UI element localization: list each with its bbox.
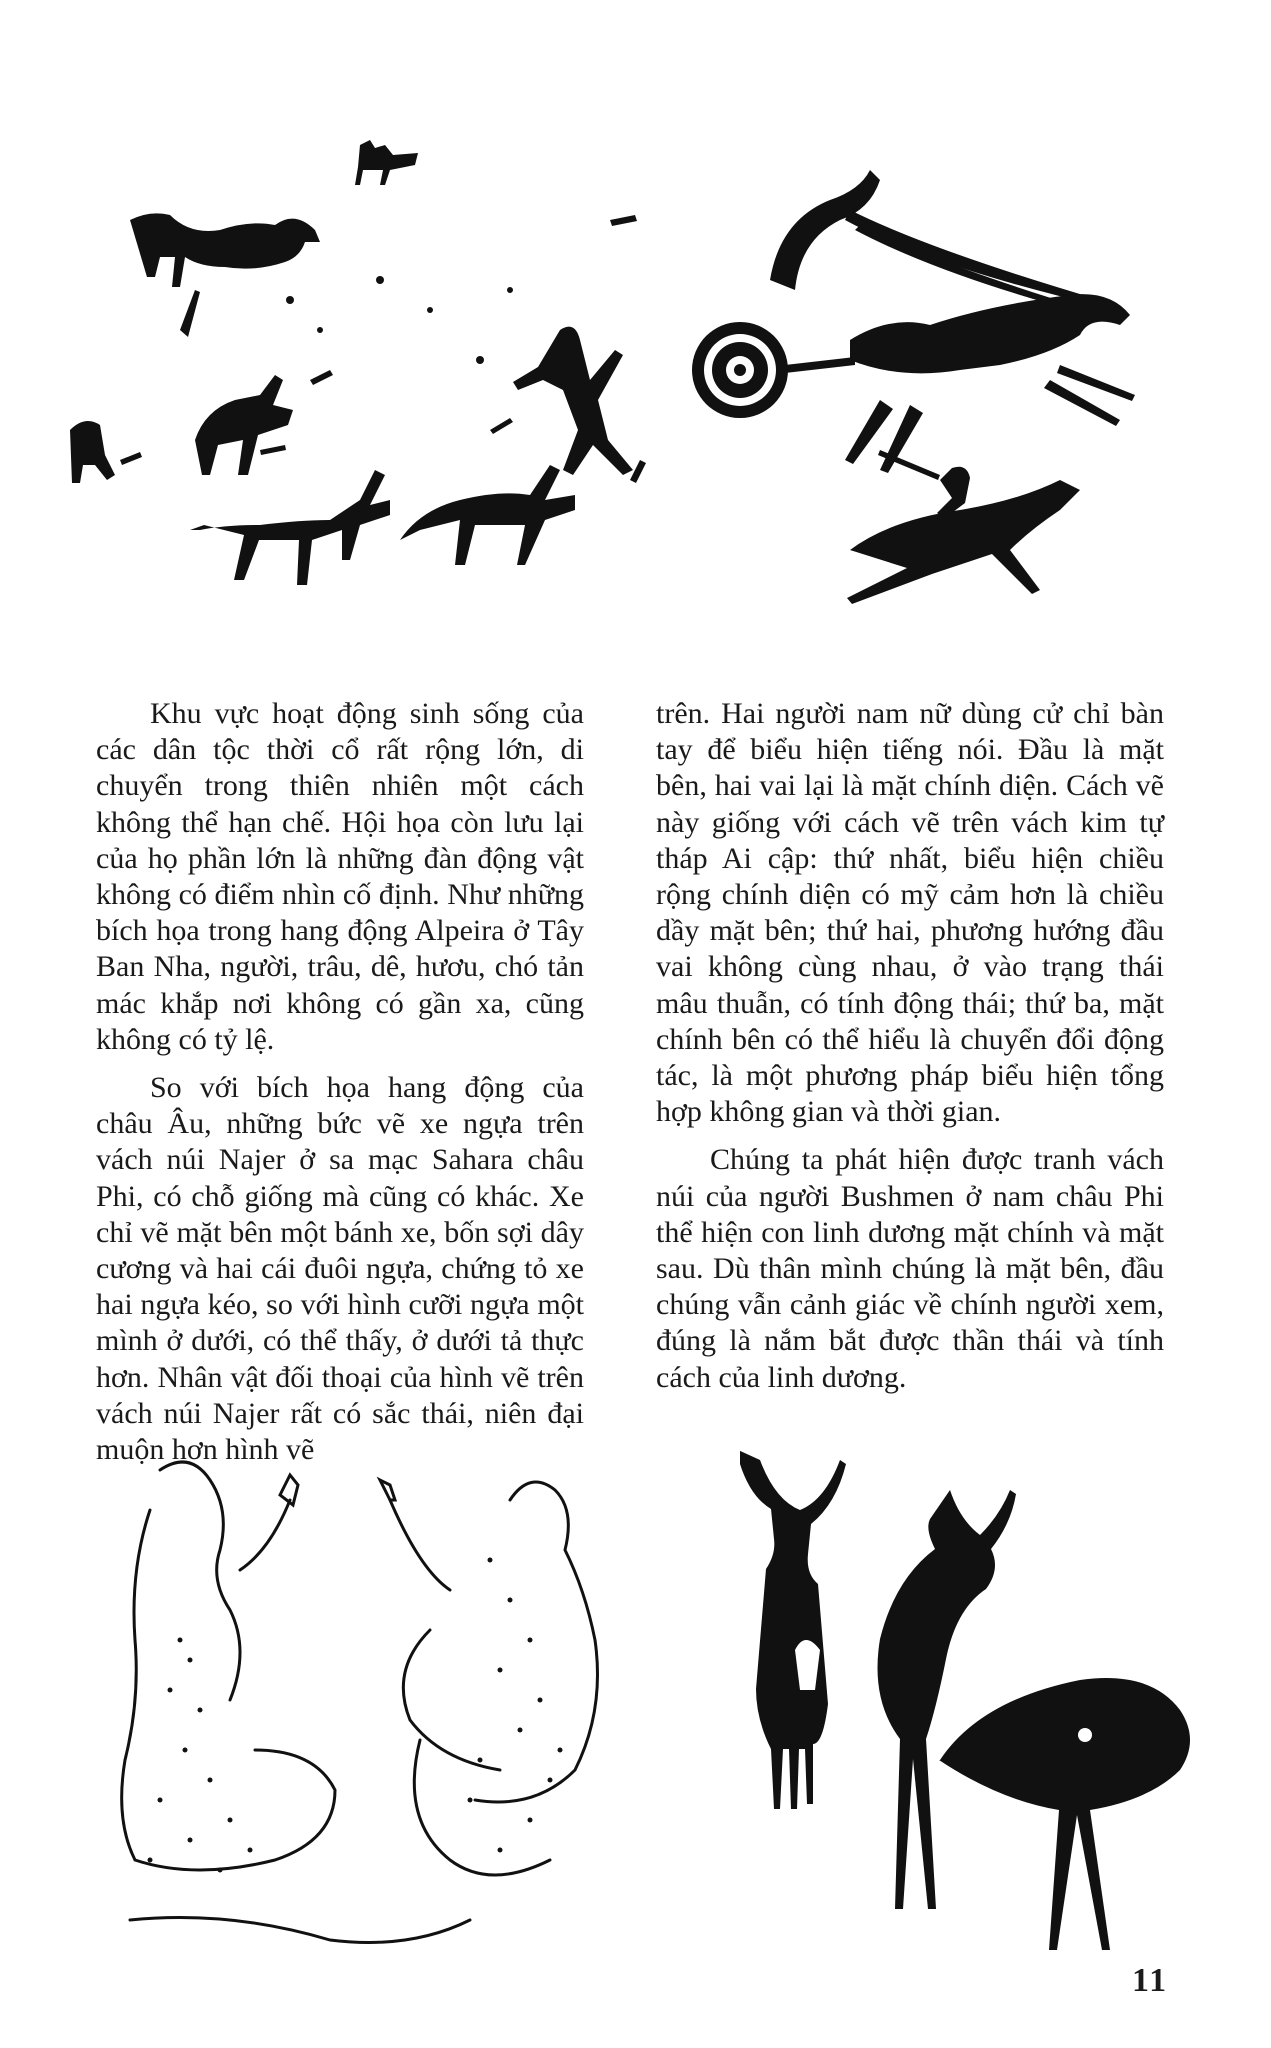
paragraph: So với bích họa hang động của châu Âu, những bức vẽ xe ngựa trên vách núi Najer ở sa mạc Sahara châu Phi, có chỗ giống mà cũng có khác. Xe chỉ vẽ mặt bên một bánh xe, bốn sợi dây cương và hai cái đuôi ngựa, chứng tỏ xe hai ngựa kéo, so với hình cưỡi ngựa một mình ở dưới, có thể thấy, ở dưới tả thực hơn. Nhân vật đối thoại của hình vẽ trên vách núi Najer rất có sắc thái, niên đại muộn hơn hình vẽ [96,1071,584,1467]
text-column-left [96,696,584,1468]
page-number: 11 [1132,1962,1169,1999]
text-column-right [656,696,1164,1396]
seated-figures-illustration [90,1440,700,1960]
paragraph: trên. Hai người nam nữ dùng cử chỉ bàn tay để biểu hiện tiếng nói. Đầu là mặt bên, hai vai lại là mặt chính diện. Cách vẽ này giống với cách vẽ trên vách kim tự tháp Ai cập: thứ nhất, biểu hiện chiều rộng chính diện có mỹ cảm hơn là chiều dầy mặt bên; thứ hai, phương hướng đầu vai không cùng nhau, ở vào trạng thái mâu thuẫn, có tính động thái; thứ ba, mặt chính bên có thể hiểu là chuyển đổi động tác, là một phương pháp biểu hiện tổng hợp không gian và thời gian. [656,697,1164,1129]
paragraph: Chúng ta phát hiện được tranh vách núi của người Bushmen ở nam châu Phi thể hiện con linh dương mặt chính và mặt sau. Dù thân mình chúng là mặt bên, đầu chúng vẫn cảnh giác về chính người xem, đúng là nắm bắt được thần thái và tính cách của linh dương. [656,1143,1164,1394]
cave-painting-illustration [60,100,650,660]
antelopes-illustration [740,1450,1200,1950]
chariot-painting-illustration [690,130,1190,630]
paragraph: Khu vực hoạt động sinh sống của các dân tộc thời cổ rất rộng lớn, di chuyển trong thiên nhiên một cách không thể hạn chế. Hội họa còn lưu lại của họ phần lớn là những đàn động vật không có điểm nhìn cố định. Như những bích họa trong hang động Alpeira ở Tây Ban Nha, người, trâu, dê, hươu, chó tản mác khắp nơi không có gần xa, cũng không có tỷ lệ. [96,697,584,1056]
